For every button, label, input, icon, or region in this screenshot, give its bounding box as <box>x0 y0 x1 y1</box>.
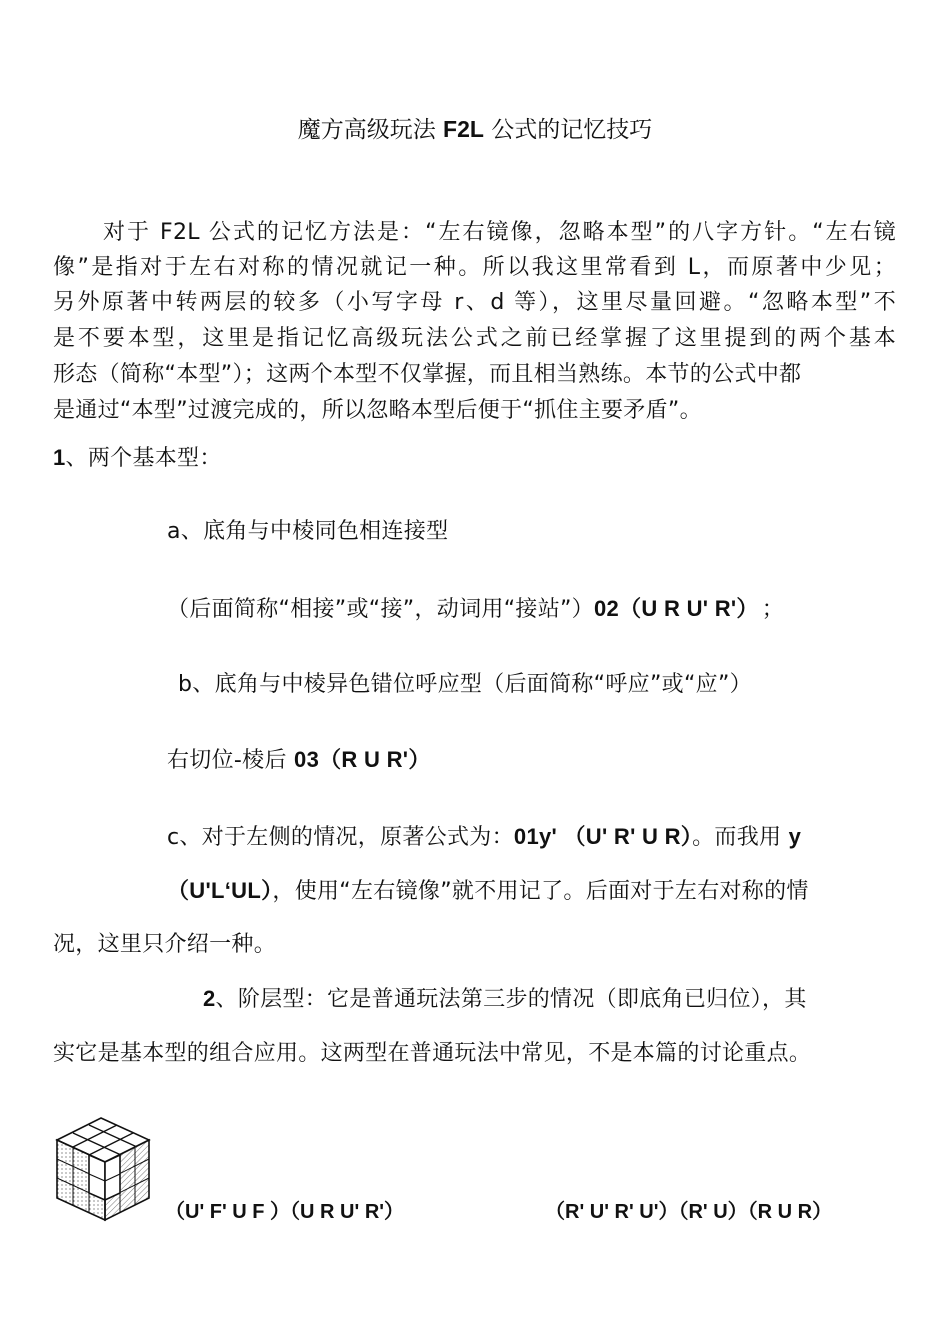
title-pre: 魔方高级玩法 <box>297 117 444 143</box>
page-title <box>0 114 950 145</box>
item-c-line1 <box>167 822 801 853</box>
para1-line3: 另外原著中转两层的较多（小写字母 r、d 等），这里尽量回避。“忽略本型”不 <box>53 290 896 315</box>
para1-line1: 对于 F2L 公式的记忆方法是：“左右镜像，忽略本型”的八字方针。“左右镜 <box>103 220 896 245</box>
section2-line1 <box>203 984 807 1015</box>
item-a-formula: 02（U R U' R'） <box>594 596 748 621</box>
para1-line4: 是不要本型，这里是指记忆高级玩法公式之前已经掌握了这里提到的两个基本 <box>53 326 896 351</box>
item-b-formula: 03（R U R'） <box>294 747 431 772</box>
item-c-line2 <box>167 876 809 907</box>
item-a-line2 <box>167 594 784 625</box>
item-c-line2-text: ，使用“左右镜像”就不用记了。后面对于左右对称的情 <box>272 879 809 904</box>
item-c-line1-text: c、对于左侧的情况，原著公式为： <box>167 825 514 850</box>
para1-line2: 像”是指对于左右对称的情况就记一种。所以我这里常看到 L，而原著中少见； <box>53 255 896 280</box>
item-a-line1: a、底角与中棱同色相连接型 <box>167 519 449 544</box>
formula-right: （R' U' R' U'）（R' U）（R U R） <box>545 1201 833 1223</box>
section1-number: 1 <box>53 445 66 470</box>
item-b-line2 <box>167 745 431 776</box>
section2-number: 2 <box>203 986 216 1011</box>
item-c-line1-mid: 。而我用 <box>692 825 789 850</box>
section1-text: 、两个基本型： <box>65 446 222 471</box>
item-c-line3: 况，这里只介绍一种。 <box>53 932 277 957</box>
rubiks-cube-diagram <box>53 1116 153 1222</box>
section2-text: 、阶层型：它是普通玩法第三步的情况（即底角已归位），其 <box>215 987 807 1012</box>
section1-heading <box>53 443 222 474</box>
formula-left: （U' F' U F ）（U R U' R'） <box>165 1201 405 1223</box>
item-b-line2-text: 右切位-棱后 <box>167 748 295 773</box>
para1-line6: 是通过“本型”过渡完成的，所以忽略本型后便于“抓住主要矛盾”。 <box>53 398 702 423</box>
item-c-y: y <box>788 824 802 849</box>
item-c-formula-mine: （U'L‘UL） <box>167 878 273 903</box>
item-c-formula-original: 01y' （U' R' U R） <box>513 824 693 849</box>
item-b-line1: b、底角与中棱异色错位呼应型（后面简称“呼应”或“应”） <box>178 672 752 697</box>
title-post: 公式的记忆技巧 <box>483 117 653 143</box>
item-a-line2-text: （后面简称“相接”或“接”，动词用“接站”） <box>167 597 594 622</box>
para1-line5: 形态（简称“本型”）；这两个本型不仅掌握，而且相当熟练。本节的公式中都 <box>53 362 802 387</box>
item-a-semicolon: ； <box>761 597 785 622</box>
title-bold: F2L <box>443 116 484 142</box>
section2-line2: 实它是基本型的组合应用。这两型在普通玩法中常见，不是本篇的讨论重点。 <box>53 1041 812 1066</box>
